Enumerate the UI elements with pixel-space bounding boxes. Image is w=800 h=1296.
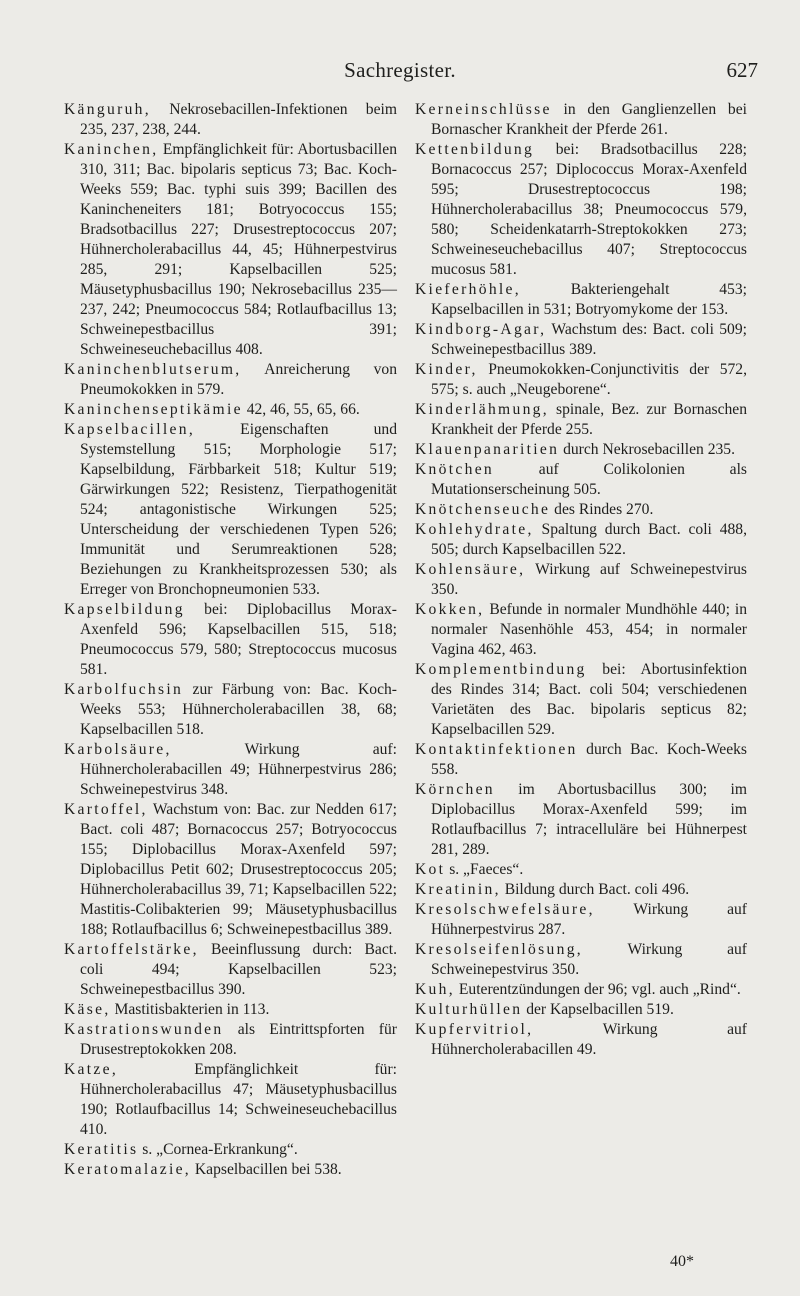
entry-text: Wirkung auf Schweinepestvirus 350.: [431, 941, 747, 978]
index-entry: [415, 600, 747, 660]
entry-text: der Kapselbacillen 519.: [522, 1001, 674, 1018]
entry-text: Euterentzündungen der 96; vgl. auch „Rind“.: [454, 981, 741, 998]
entry-headword: Kinderlähmung,: [415, 401, 549, 418]
entry-text: auf Colikolonien als Mutationserscheinung 505.: [431, 461, 747, 498]
page-number: 627: [726, 58, 758, 82]
entry-text: Beeinflussung durch: Bact. coli 494; Kapselbacillen 523; Schweinepestbacillus 390.: [80, 941, 397, 998]
index-entry: [415, 980, 747, 1000]
index-entry: [64, 400, 397, 420]
entry-headword: Kaninchen,: [64, 141, 159, 158]
index-entry: [415, 1020, 747, 1060]
entry-text: durch Bac. Koch-Weeks 558.: [431, 741, 747, 778]
entry-text: s. „Cornea-Erkrankung“.: [138, 1141, 298, 1158]
index-entry: [64, 600, 397, 680]
index-entry: [415, 460, 747, 500]
index-entry: [64, 740, 397, 800]
entry-headword: Kerneinschlüsse: [415, 101, 552, 118]
entry-headword: Karbolfuchsin: [64, 681, 184, 698]
entry-text: Befunde in normaler Mundhöhle 440; in normaler Nasenhöhle 453, 454; in normaler Vagina 462, 463.: [431, 601, 747, 658]
entry-headword: Kindborg-Agar,: [415, 321, 547, 338]
entry-headword: Keratitis: [64, 1141, 139, 1158]
entry-headword: Kontaktinfektionen: [415, 741, 578, 758]
index-entry: [64, 1060, 397, 1140]
index-entry: [64, 420, 397, 600]
index-entry: [415, 320, 747, 360]
entry-headword: Kot: [415, 861, 446, 878]
index-entry: [415, 440, 747, 460]
entry-headword: Karbolsäure,: [64, 741, 172, 758]
index-entry: [64, 800, 397, 940]
index-entry: [415, 400, 747, 440]
entry-text: bei: Bradsotbacillus 228; Bornacoccus 257; Diplococcus Morax-Axenfeld 595; Drusestreptococcus 198; Hühnercholerabacillus 38; Pneumococcus 579, 580; Scheidenkatarrh-Streptokokken 273; Schweineseuchebacillus 407; Streptococcus mucosus 581.: [431, 141, 747, 278]
entry-headword: Kuh,: [415, 981, 455, 998]
entry-text: Eigenschaften und Systemstellung 515; Morphologie 517; Kapselbildung, Färbbarkeit 518; Kultur 519; Gärwirkungen 522; Resistenz, Tierpathogenität 524; antagonistische Wirkungen 525; Unterscheidung der verschiedenen Typen 526; Immunität und Serumreaktionen 528; Beziehungen zu Krankheitsprozessen 530; als Erreger von Bronchopneumonien 533.: [80, 421, 397, 598]
index-entry: [415, 100, 747, 140]
entry-headword: Knötchen: [415, 461, 495, 478]
index-entry: [415, 520, 747, 560]
entry-headword: Kresolschwefelsäure,: [415, 901, 595, 918]
index-entry: [415, 560, 747, 600]
entry-text: Wachstum des: Bact. coli 509; Schweinepestbacillus 389.: [431, 321, 747, 358]
entry-text: Empfänglichkeit für: Abortusbacillen 310, 311; Bac. bipolaris septicus 73; Bac. Koch-Weeks 559; Bac. typhi suis 399; Bacillen des Kanincheneiters 181; Botryococcus 155; Bradsotbacillus 227; Drusestreptococcus 207; Hühnercholerabacillus 44, 45; Hühnerpestvirus 285, 291; Kapselbacillen 525; Mäusetyphusbacillus 190; Nekrosebacillus 235—237, 242; Pneumococcus 584; Rotlaufbacillus 13; Schweinepestbacillus 391; Schweineseuchebacillus 408.: [80, 141, 397, 358]
entry-headword: Kulturhüllen: [415, 1001, 523, 1018]
entry-text: Bildung durch Bact. coli 496.: [500, 881, 690, 898]
entry-text: s. „Faeces“.: [445, 861, 524, 878]
entry-text: durch Nekrosebacillen 235.: [559, 441, 735, 458]
entry-headword: Kettenbildung: [415, 141, 535, 158]
entry-text: bei: Diplobacillus Morax-Axenfeld 596; Kapselbacillen 515, 518; Pneumococcus 579, 580; Streptococcus mucosus 581.: [80, 601, 397, 678]
entry-text: als Eintrittspforten für Drusestreptokokken 208.: [80, 1021, 397, 1058]
index-entry: [415, 500, 747, 520]
entry-headword: Käse,: [64, 1001, 111, 1018]
entry-text: Wirkung auf Hühnerpestvirus 287.: [431, 901, 747, 938]
entry-headword: Kieferhöhle,: [415, 281, 521, 298]
entry-text: zur Färbung von: Bac. Koch-Weeks 553; Hühnercholerabacillen 38, 68; Kapselbacillen 518.: [80, 681, 397, 738]
entry-text: Wirkung auf Hühnercholerabacillen 49.: [431, 1021, 747, 1058]
entry-text: Mastitisbakterien in 113.: [110, 1001, 270, 1018]
index-entry: [415, 660, 747, 740]
entry-text: Wirkung auf Schweinepestvirus 350.: [431, 561, 747, 598]
index-entry: [64, 100, 397, 140]
entry-headword: Kartoffelstärke,: [64, 941, 199, 958]
entry-headword: Komplementbindung: [415, 661, 587, 678]
index-entry: [64, 940, 397, 1000]
entry-headword: Kreatinin,: [415, 881, 501, 898]
entry-text: Pneumokokken-Conjunctivitis der 572, 575; s. auch „Neugeborene“.: [431, 361, 747, 398]
index-entry: [415, 140, 747, 280]
index-entry: [64, 1140, 397, 1160]
entry-text: Empfänglichkeit für: Hühnercholerabacillus 47; Mäusetyphusbacillus 190; Rotlaufbacillus 14; Schweineseuchebacillus 410.: [80, 1061, 397, 1138]
index-entry: [415, 1000, 747, 1020]
entry-text: Anreicherung von Pneumokokken in 579.: [80, 361, 397, 398]
index-entry: [64, 1020, 397, 1060]
index-entry: [415, 900, 747, 940]
index-entry: [64, 360, 397, 400]
index-column-left: [64, 100, 397, 1180]
entry-text: des Rindes 270.: [550, 501, 654, 518]
index-entry: [64, 140, 397, 360]
entry-text: Nekrosebacillen-Infektionen beim 235, 237, 238, 244.: [80, 101, 397, 138]
entry-headword: Känguruh,: [64, 101, 151, 118]
entry-text: in den Ganglienzellen bei Bornascher Krankheit der Pferde 261.: [431, 101, 747, 138]
index-entry: [64, 1160, 397, 1180]
entry-headword: Kaninchenblutserum,: [64, 361, 242, 378]
entry-text: Kapselbacillen bei 538.: [191, 1161, 342, 1178]
entry-headword: Keratomalazie,: [64, 1161, 192, 1178]
entry-headword: Kresolseifenlösung,: [415, 941, 583, 958]
index-entry: [415, 740, 747, 780]
index-entry: [64, 1000, 397, 1020]
index-entry: [64, 680, 397, 740]
entry-text: Spaltung durch Bact. coli 488, 505; durch Kapselbacillen 522.: [431, 521, 747, 558]
page-header: [0, 58, 800, 88]
entry-headword: Kastrationswunden: [64, 1021, 224, 1038]
index-entry: [415, 360, 747, 400]
entry-headword: Kartoffel,: [64, 801, 148, 818]
index-entry: [415, 940, 747, 980]
entry-headword: Kohlensäure,: [415, 561, 526, 578]
index-entry: [415, 880, 747, 900]
entry-headword: Kokken,: [415, 601, 485, 618]
entry-text: Wirkung auf: Hühnercholerabacillen 49; Hühnerpestvirus 286; Schweinepestvirus 348.: [80, 741, 397, 798]
entry-headword: Kupfervitriol,: [415, 1021, 534, 1038]
entry-headword: Kapselbacillen,: [64, 421, 196, 438]
entry-headword: Körnchen: [415, 781, 495, 798]
entry-headword: Kaninchenseptikämie: [64, 401, 243, 418]
entry-text: spinale, Bez. zur Bornaschen Krankheit der Pferde 255.: [431, 401, 747, 438]
entry-text: bei: Abortusinfektion des Rindes 314; Bact. coli 504; verschiedenen Varietäten des Bac. bipolaris septicus 82; Kapselbacillen 529.: [431, 661, 747, 738]
entry-text: 42, 46, 55, 65, 66.: [242, 401, 360, 418]
entry-headword: Kapselbildung: [64, 601, 185, 618]
entry-headword: Katze,: [64, 1061, 119, 1078]
entry-text: Wachstum von: Bac. zur Nedden 617; Bact. coli 487; Bornacoccus 257; Botryococcus 155; Diplobacillus Morax-Axenfeld 597; Diplobacillus Petit 602; Drusestreptococcus 205; Hühnercholerabacillus 39, 71; Kapselbacillen 522; Mastitis-Colibakterien 99; Mäusetyphusbacillus 188; Rotlaufbacillus 6; Schweinepestbacillus 389.: [80, 801, 397, 938]
entry-headword: Kinder,: [415, 361, 478, 378]
entry-text: im Abortusbacillus 300; im Diplobacillus Morax-Axenfeld 599; im Rotlaufbacillus 7; intracelluläre bei Hühnerpest 281, 289.: [431, 781, 747, 858]
entry-headword: Knötchenseuche: [415, 501, 551, 518]
index-entry: [415, 860, 747, 880]
signature-mark: 40*: [670, 1253, 694, 1270]
entry-headword: Kohlehydrate,: [415, 521, 534, 538]
entry-headword: Klauenpanaritien: [415, 441, 560, 458]
index-entry: [415, 280, 747, 320]
entry-text: Bakteriengehalt 453; Kapselbacillen in 531; Botryomykome der 153.: [431, 281, 747, 318]
index-entry: [415, 780, 747, 860]
page-title: Sachregister.: [344, 58, 456, 82]
index-column-right: [415, 100, 747, 1060]
